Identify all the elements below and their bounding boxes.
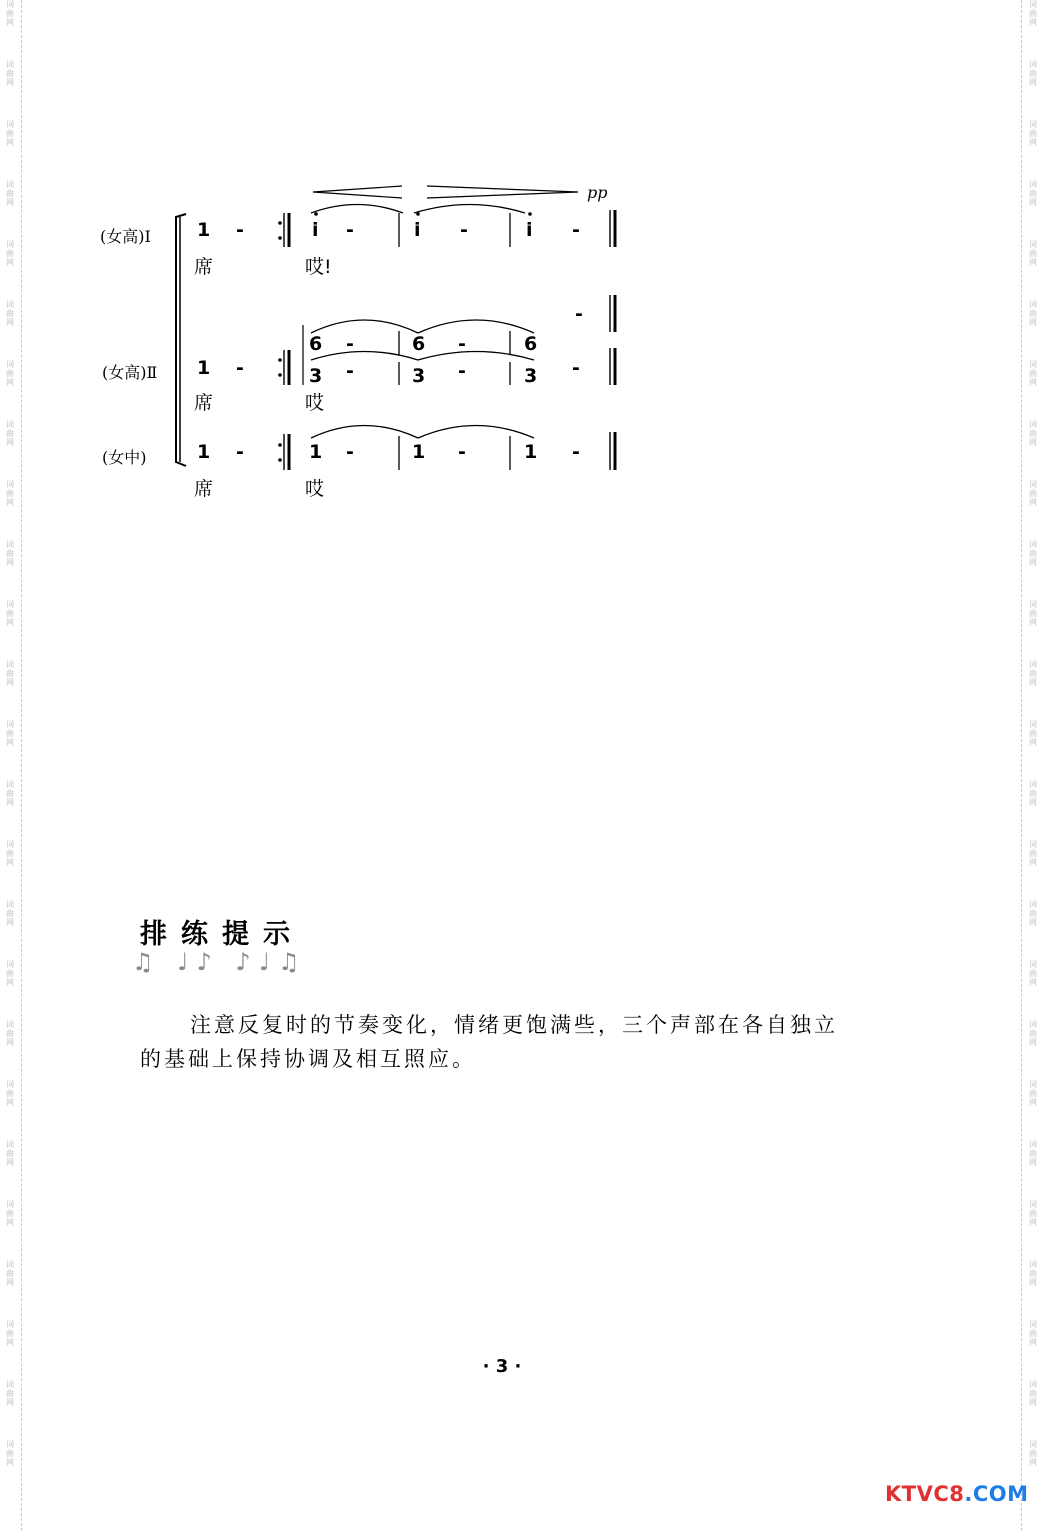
- lyric: 哎: [305, 392, 325, 414]
- note: -: [572, 357, 580, 379]
- watermark-stamp: 词 曲 网: [1029, 1140, 1037, 1167]
- score-lines: [0, 0, 1042, 520]
- note: -: [346, 441, 354, 463]
- site-logo: [885, 1482, 1029, 1506]
- watermark-stamp: 词 曲 网: [1029, 1380, 1037, 1407]
- watermark-stamp: 词 曲 网: [6, 540, 14, 567]
- watermark-stamp: 词 曲 网: [6, 1200, 14, 1227]
- watermark-stamp: 词 曲 网: [6, 1320, 14, 1347]
- watermark-stamp: 词 曲 网: [6, 780, 14, 807]
- watermark-stamp: 词 曲 网: [1029, 840, 1037, 867]
- part-label-soprano-1: (女高)Ⅰ: [100, 227, 151, 246]
- watermark-stamp: 词 曲 网: [6, 120, 14, 147]
- watermark-stamp: 词 曲 网: [1029, 1200, 1037, 1227]
- lyric: 哎!: [305, 256, 332, 278]
- note: -: [346, 360, 354, 382]
- watermark-stamp: 词 曲 网: [1029, 180, 1037, 207]
- page-number: · 3 ·: [482, 1356, 522, 1377]
- tips-paragraph: 注意反复时的节奏变化，情绪更饱满些，三个声部在各自独立的基础上保持协调及相互照应。: [140, 1013, 838, 1071]
- watermark-stamp: 词 曲 网: [6, 840, 14, 867]
- note: 3: [524, 365, 538, 387]
- watermark-stamp: 词 曲 网: [1029, 60, 1037, 87]
- watermark-stamp: 词 曲 网: [1029, 240, 1037, 267]
- note: 3: [412, 365, 426, 387]
- crescendo-hairpin: [313, 186, 402, 198]
- watermark-stamp: 词 曲 网: [1029, 420, 1037, 447]
- watermark-stamp: 词 曲 网: [6, 1380, 14, 1407]
- watermark-stamp: 词 曲 网: [1029, 0, 1037, 27]
- watermark-stamp: 词 曲 网: [6, 360, 14, 387]
- logo-part-1: KTVC8: [885, 1482, 965, 1506]
- system-brace: [176, 214, 186, 466]
- watermark-stamp: 词 曲 网: [1029, 1080, 1037, 1107]
- watermark-stamp: 词 曲 网: [6, 240, 14, 267]
- watermark-stamp: 词 曲 网: [1029, 540, 1037, 567]
- part-label-soprano-2: (女高)Ⅱ: [102, 363, 158, 382]
- watermark-stamp: 词 曲 网: [1029, 780, 1037, 807]
- note: -: [236, 357, 244, 379]
- lyric: 席: [194, 256, 214, 278]
- watermark-stamp: 词 曲 网: [6, 480, 14, 507]
- note: 6: [309, 333, 323, 355]
- watermark-stamp: 词 曲 网: [6, 180, 14, 207]
- note: 1: [309, 441, 323, 463]
- note: 1: [197, 441, 211, 463]
- watermark-stamp: 词 曲 网: [1029, 960, 1037, 987]
- note: -: [236, 219, 244, 241]
- watermark-stamp: 词 曲 网: [1029, 1020, 1037, 1047]
- note: 1: [524, 441, 538, 463]
- watermark-stamp: 词 曲 网: [1029, 120, 1037, 147]
- note: -: [346, 333, 354, 355]
- watermark-stamp: 词 曲 网: [1029, 660, 1037, 687]
- watermark-stamp: 词 曲 网: [1029, 1260, 1037, 1287]
- watermark-stamp: 词 曲 网: [6, 0, 14, 27]
- watermark-stamp: 词 曲 网: [6, 1140, 14, 1167]
- note: -: [575, 303, 583, 325]
- watermark-stamp: 词 曲 网: [6, 60, 14, 87]
- watermark-stamp: 词 曲 网: [6, 660, 14, 687]
- watermark-stamp: 词 曲 网: [6, 600, 14, 627]
- part-label-alto: (女中): [102, 448, 147, 467]
- note: -: [458, 360, 466, 382]
- watermark-stamp: 词 曲 网: [1029, 1440, 1037, 1467]
- note: i: [526, 219, 533, 241]
- dynamic-mark: pp: [587, 183, 608, 202]
- watermark-stamp: 词 曲 网: [6, 900, 14, 927]
- watermark-stamp: 词 曲 网: [6, 1020, 14, 1047]
- music-score: [0, 0, 1042, 520]
- watermark-stamp: 词 曲 网: [6, 960, 14, 987]
- note: -: [458, 441, 466, 463]
- note: -: [458, 333, 466, 355]
- watermark-stamp: 词 曲 网: [6, 420, 14, 447]
- watermark-stamp: 词 曲 网: [1029, 600, 1037, 627]
- note: i: [312, 219, 319, 241]
- watermark-stamp: 词 曲 网: [1029, 900, 1037, 927]
- watermark-stamp: 词 曲 网: [1029, 1320, 1037, 1347]
- lyric: 席: [194, 478, 214, 500]
- watermark-stamp: 词 曲 网: [6, 300, 14, 327]
- decrescendo-hairpin: [427, 186, 578, 198]
- watermark-stamp: 词 曲 网: [6, 1080, 14, 1107]
- watermark-stamp: 词 曲 网: [6, 1440, 14, 1467]
- watermark-stamp: 词 曲 网: [1029, 720, 1037, 747]
- note: -: [236, 441, 244, 463]
- logo-part-2: .COM: [964, 1482, 1029, 1506]
- lyric: 席: [194, 392, 214, 414]
- note: 1: [412, 441, 426, 463]
- note: -: [572, 219, 580, 241]
- note: -: [572, 441, 580, 463]
- watermark-stamp: 词 曲 网: [6, 720, 14, 747]
- watermark-stamp: 词 曲 网: [6, 1260, 14, 1287]
- note: 6: [412, 333, 426, 355]
- watermark-stamp: 词 曲 网: [1029, 480, 1037, 507]
- music-notes-decoration: ♫ ♩♪ ♪♩♫: [132, 948, 308, 976]
- note: 1: [197, 219, 211, 241]
- note: i: [414, 219, 421, 241]
- lyric: 哎: [305, 478, 325, 500]
- note: 1: [197, 357, 211, 379]
- note: -: [460, 219, 468, 241]
- watermark-stamp: 词 曲 网: [1029, 360, 1037, 387]
- note: 6: [524, 333, 538, 355]
- note: 3: [309, 365, 323, 387]
- watermark-stamp: 词 曲 网: [1029, 300, 1037, 327]
- section-title: 排练提示: [140, 919, 304, 950]
- note: -: [346, 219, 354, 241]
